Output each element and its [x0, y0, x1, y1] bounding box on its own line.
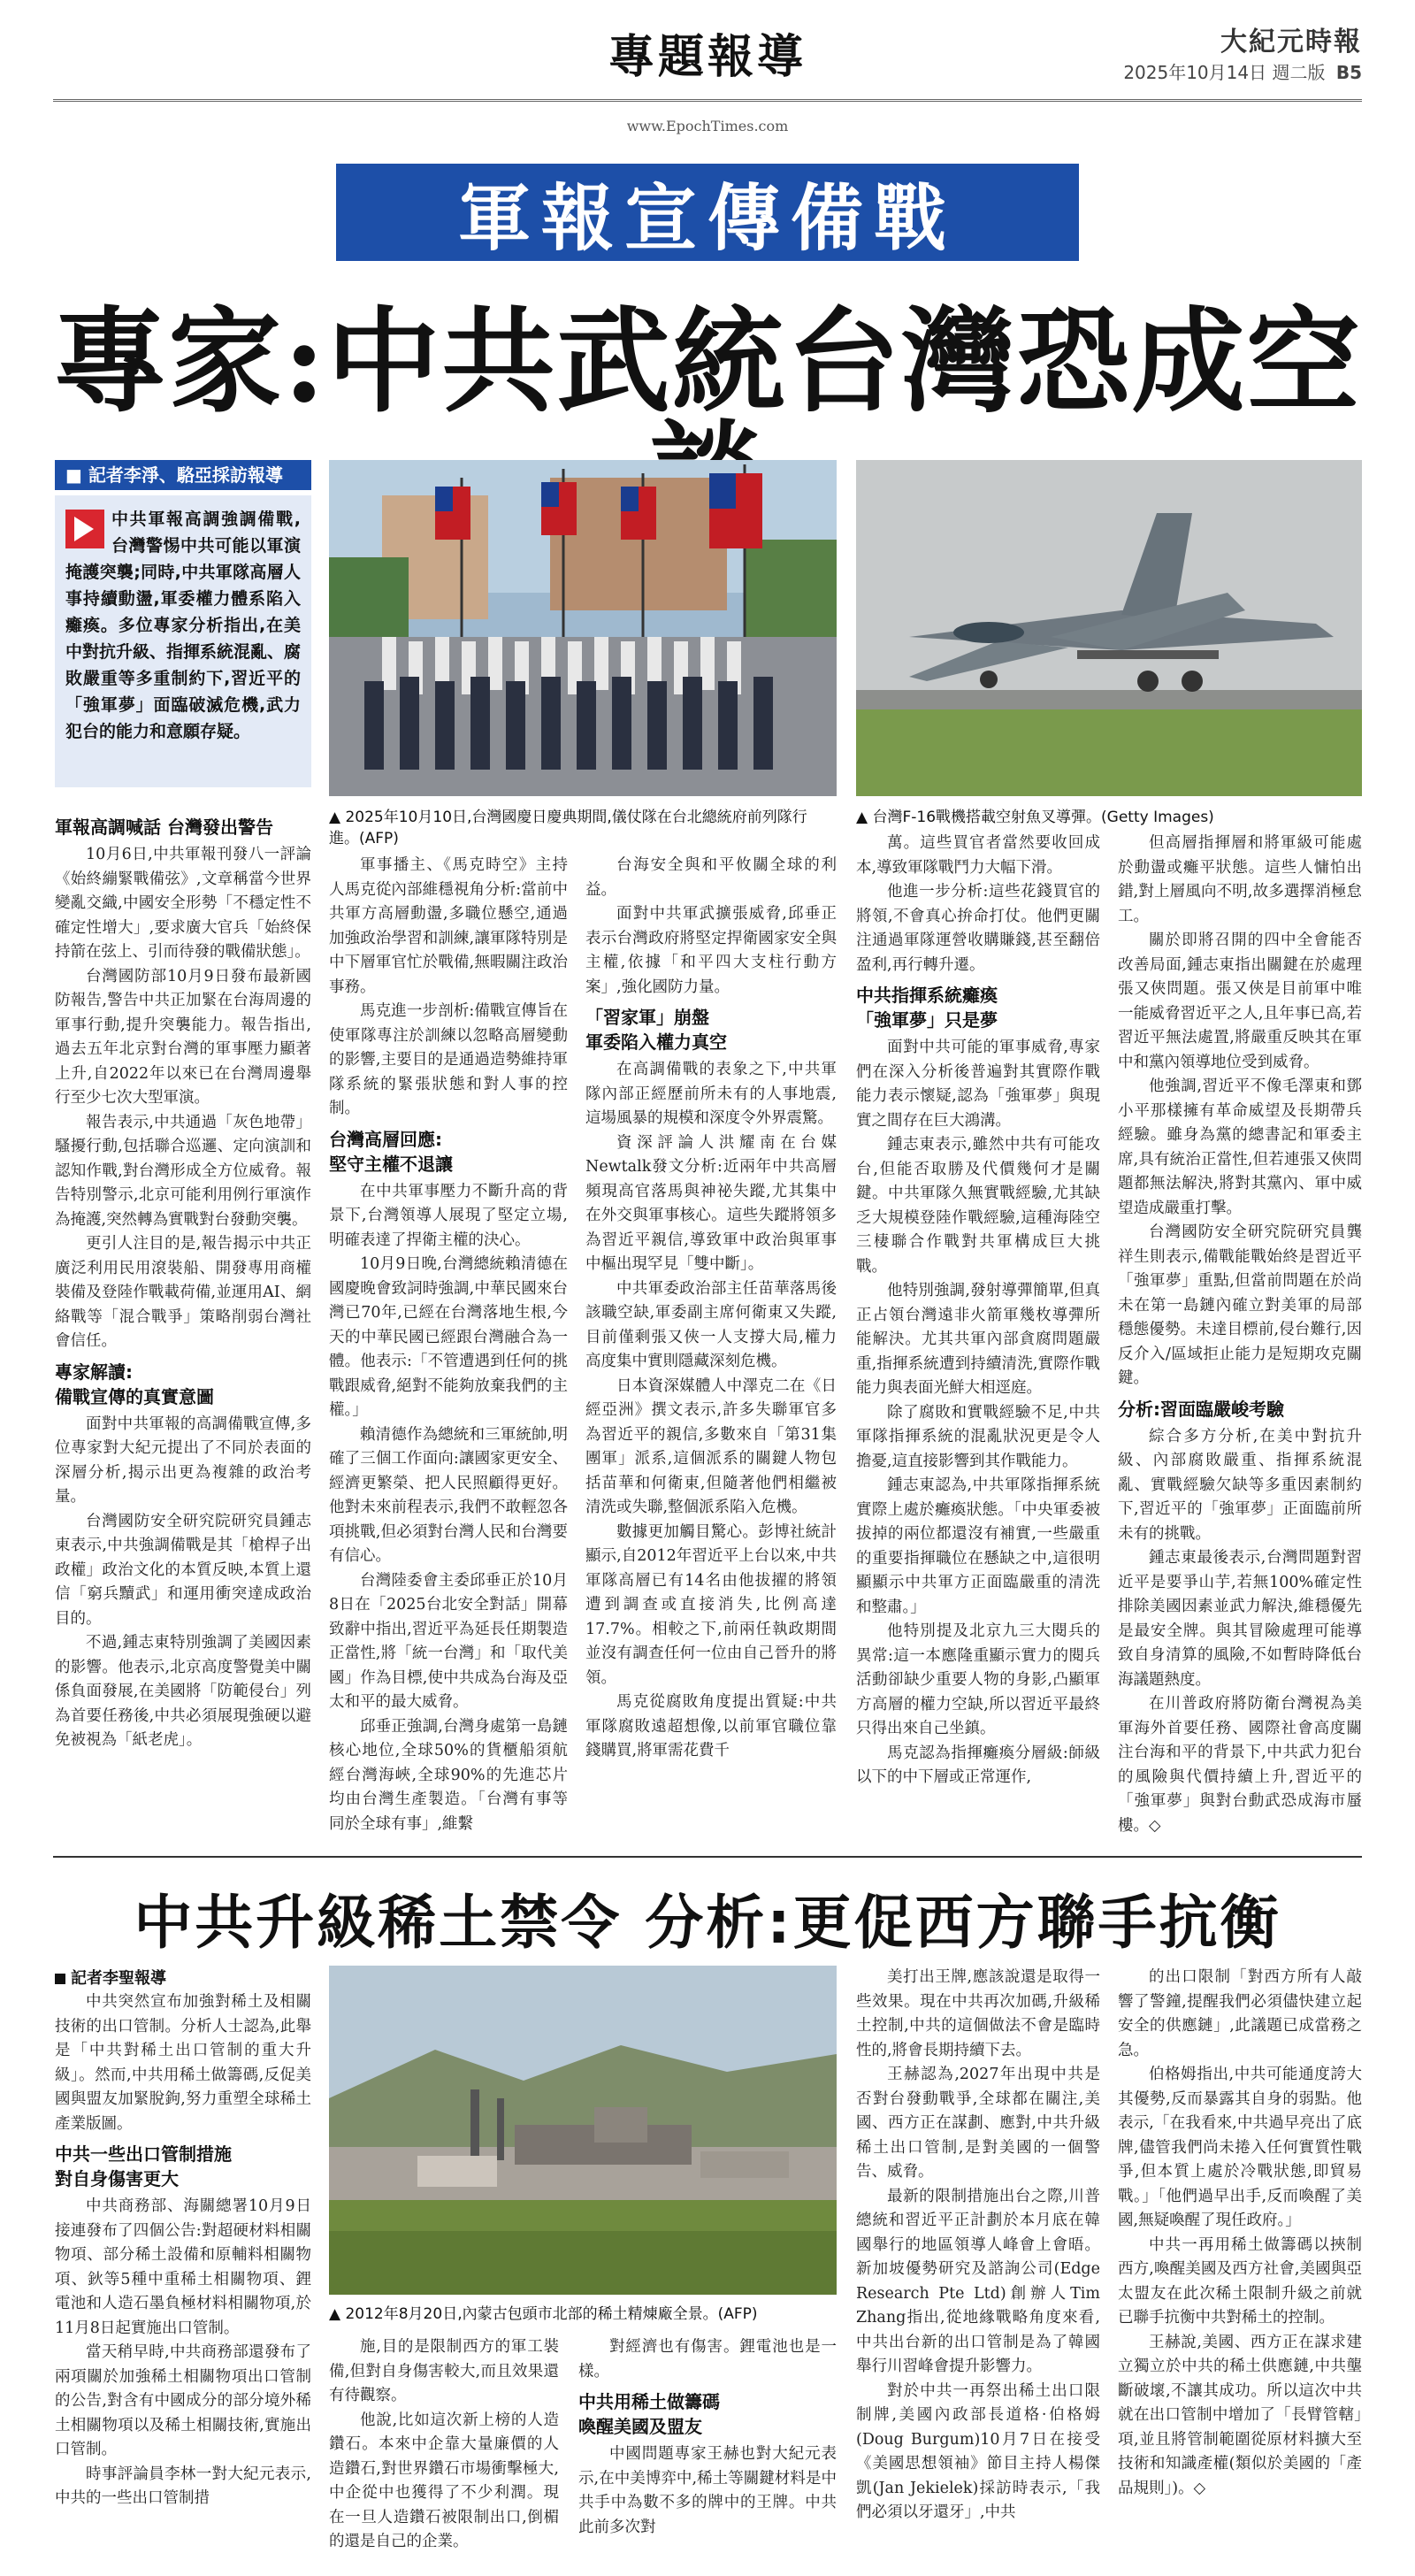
- section-title: 專題報導: [608, 31, 807, 84]
- paragraph: 數據更加觸目驚心。彭博社統計顯示,自2012年習近平上台以來,中共軍隊高層已有14名由他拔擢的將領遭到調查或直接消失,比例高達17.7%。相較之下,前兩任執政期間並沒有調查任何一位由自己晉升的將領。: [585, 1522, 837, 1687]
- paragraph: 除了腐敗和實戰經驗不足,中共軍隊指揮系統的混亂狀況更是令人擔憂,這直接影響到其作戰能力。: [856, 1403, 1100, 1470]
- paragraph: 台灣國防部10月9日發布最新國防報告,警告中共正加緊在台海周邊的軍事行動,提升突襲能力。報告指出,過去五年北京對台灣的軍事壓力顯著上升,自2022年以來已在台灣周邊舉行至少七次大型軍演。: [55, 967, 311, 1107]
- paragraph: 馬克認為指揮癱瘓分層級:師級以下的中下層或正常運作,: [856, 1744, 1100, 1786]
- masthead-rule: [53, 99, 1362, 102]
- paragraph: 面對中共軍武擴張威脅,邱垂正表示台灣政府將堅定捍衛國家安全與主權,依據「和平四大支柱行動方案」,強化國防力量。: [585, 905, 837, 996]
- topic-banner: [336, 164, 1079, 261]
- paragraph: 台海安全與和平攸關全球的利益。: [585, 856, 837, 899]
- paragraph: 賴清德作為總統和三軍統帥,明確了三個工作面向:讓國家更安全、經濟更繁榮、把人民照顧得更好。他對未來前程表示,我們不敢輕忽各項挑戰,但必須對台灣人民和台灣要有信心。: [329, 1425, 568, 1565]
- paragraph: 日本資深媒體人中澤克二在《日經亞洲》撰文表示,許多失聯軍官多為習近平的親信,多數來自「第31集團軍」派系,這個派系的關鍵人物包括苗華和何衛東,但隨著他們相繼被清洗或失聯,整個派系陷入危機。: [585, 1376, 837, 1516]
- topic-banner-text: 軍報宣傳備戰: [457, 176, 957, 261]
- rare-earth-plant-photo: [329, 1966, 837, 2295]
- paragraph: 的出口限制「對西方所有人敲響了警鐘,提醒我們必須儘快建立起安全的供應鏈」,此議題已成當務之急。: [1118, 1968, 1362, 2059]
- subheading-warning: 軍報高調喊話 台灣發出警告: [55, 816, 273, 838]
- paragraph: 台灣國防安全研究院研究員龔祥生則表示,備戰能戰始終是習近平「強軍夢」重點,但當前問題在於尚未在第一島鏈內確立對美軍的局部穩態優勢。未達目標前,侵台難行,因反介入/區域拒止能力是短期攻克關鍵。: [1118, 1223, 1362, 1387]
- paragraph: 對經濟也有傷害。鋰電池也是一樣。: [578, 2338, 837, 2380]
- subheading-xi-challenge: 分析:習面臨嚴峻考驗: [1118, 1398, 1284, 1420]
- article2-byline: 記者李聖報導: [55, 1966, 166, 1989]
- paragraph: 馬克進一步剖析:備戰宣傳旨在使軍隊專注於訓練以忽略高層變動的影響,主要目的是通過造勢維持軍隊系統的緊張狀態和對人事的控制。: [329, 1002, 568, 1117]
- paragraph: 中共軍委政治部主任苗華落馬後該職空缺,軍委副主席何衛東又失蹤,目前僅剩張又俠一人支撐大局,權力高度集中實則隱藏深刻危機。: [585, 1279, 837, 1370]
- paragraph: 他強調,習近平不像毛澤東和鄧小平那樣擁有革命威望及長期帶兵經驗。雖身為黨的總書記和軍委主席,具有統治正當性,但若連張又俠問題都無法解決,將對其黨內、軍中威望造成嚴重打擊。: [1118, 1077, 1362, 1217]
- paragraph: 在川普政府將防衛台灣視為美軍海外首要任務、國際社會高度關注台海和平的背景下,中共武力犯台的風險與代價持續上升,習近平的「強軍夢」與對台動武恐成海市蜃樓。◇: [1118, 1695, 1362, 1835]
- paragraph: 鍾志東最後表示,台灣問題對習近平是要爭山芋,若無100%確定性排除美國因素並武力解決,維穩優先是最安全牌。與其冒險處理可能導致自身清算的風險,不如暫時降低台海議題熱度。: [1118, 1549, 1362, 1689]
- paragraph: 施,目的是限制西方的軍工裝備,但對自身傷害較大,而且效果還有待觀察。: [329, 2338, 559, 2404]
- paragraph: 時事評論員李林一對大紀元表示,中共的一些出口管制措: [55, 2465, 311, 2507]
- issue-date: 2025年10月14日 週二版: [1123, 62, 1326, 83]
- article1-column-2: [329, 854, 568, 1844]
- paragraph: 中國問題專家王赫也對大紀元表示,在中美博弈中,稀土等關鍵材料是中共手中為數不多的牌中的王牌。中共此前多次對: [578, 2445, 837, 2536]
- paragraph: 更引人注目的是,報告揭示中共正廣泛利用民用滾裝船、開發專用商權裝備及登陸作戰載荷備,並運用AI、網絡戰等「混合戰爭」策略削弱台灣社會信任。: [55, 1235, 311, 1350]
- paragraph: 10月6日,中共軍報刊發八一評論《始終繃緊戰備弦》,文章稱當今世界變亂交織,中國安全形勢「不穩定性不確定性增大」,要求廣大官兵「始終保持箭在弦上、引而待發的戰備狀態」。: [55, 846, 311, 961]
- paragraph: 萬。這些買官者當然要收回成本,導致軍隊戰鬥力大幅下滑。: [856, 834, 1100, 877]
- paragraph: 他特別提及北京九三大閱兵的異常:這一本應隆重顯示實力的閱兵活動卻缺少重要人物的身影,凸顯軍方高層的權力空缺,所以習近平最終只得出來自己坐鎮。: [856, 1622, 1100, 1737]
- main-headline: 專家:中共武統台灣恐成空: [53, 295, 1362, 428]
- f16-jet-photo: [856, 460, 1362, 796]
- arrow-marker-icon: [65, 510, 104, 548]
- paragraph: 他進一步分析:這些花錢買官的將領,不會真心拚命打仗。他們更關注通過軍隊運營收購賺錢,甚至翻倍盈利,再行轉升遷。: [856, 883, 1100, 974]
- article-byline: ■ 記者李淨、駱亞採訪報導: [55, 460, 311, 490]
- subheading-taiwan-response: 台灣高層回應: 堅守主權不退讓: [329, 1128, 453, 1175]
- dateline: [1123, 58, 1362, 84]
- paragraph: 但高層指揮層和將軍級可能處於動盪或癱平狀態。這些人慵怕出錯,對上層風向不明,故多選擇消極怠工。: [1118, 834, 1362, 925]
- article-divider: [53, 1856, 1362, 1858]
- paragraph: 最新的限制措施出台之際,川普總統和習近平正計劃於本月底在韓國舉行的地區領導人峰會上會晤。新加坡優勢研究及諮詢公司(Edge Research Pte Ltd)創辦人Tim Zhang指出,從地緣戰略角度來看,中共出台新的出口管制是為了韓國舉行川習峰會提升影響力。: [856, 2187, 1100, 2375]
- paragraph: 邱垂正強調,台灣身處第一島鏈核心地位,全球50%的貨櫃船須航經台灣海峽,全球90%的先進芯片均由台灣生產製造。「台灣有事等同於全球有事」,維繫: [329, 1717, 568, 1833]
- paragraph: 資深評論人洪耀南在台媒Newtalk發文分析:近兩年中共高層頻現高官落馬與神祕失蹤,尤其集中在外交與軍事核心。這些失蹤將領多為習近平親信,導致軍中政治與軍事中樞出現罕見「雙中斷」。: [585, 1133, 837, 1273]
- article2-column-3: [578, 2335, 837, 2557]
- paragraph: 鍾志東認為,中共軍隊指揮系統實際上處於癱瘓狀態。「中央軍委被拔掉的兩位都還沒有補實,一些嚴重的重要指揮職位在懸缺之中,這很明顯顯示中共軍方正面臨嚴重的清洗和整肅。」: [856, 1476, 1100, 1616]
- article1-column-1: [55, 809, 311, 1844]
- subheading-expert-analysis: 專家解讀: 備戰宣傳的真實意圖: [55, 1361, 214, 1407]
- paragraph: 台灣陸委會主委邱垂正於10月8日在「2025台北安全對話」開幕致辭中指出,習近平為延長任期製造正當性,將「統一台灣」和「取代美國」作為目標,使中共成為台海及亞太和平的最大威脅。: [329, 1571, 568, 1711]
- article2-column-4: [856, 1966, 1100, 2557]
- paragraph: 鍾志東表示,雖然中共有可能攻台,但能否取勝及代價幾何才是關鍵。中共軍隊久無實戰經驗,尤其缺乏大規模登陸作戰經驗,這種海陸空三棲聯合作戰對共軍構成巨大挑戰。: [856, 1136, 1100, 1276]
- paragraph: 王赫說,美國、西方正在謀求建立獨立於中共的稀土供應鏈,中共壟斷破壞,不讓其成功。所以這次中共就在出口管制中增加了「長臂管轄」項,並且將管制範圍從原材料擴大至技術和知識產權(類似於美國的「產品規則」)。◇: [1118, 2333, 1362, 2497]
- paragraph: 中共一再用稀土做籌碼以挾制西方,喚醒美國及西方社會,美國與亞太盟友在此次稀土限制升級之前就已聯手抗衡中共對稀土的控制。: [1118, 2235, 1362, 2327]
- honor-guard-caption: ▲ 2025年10月10日,台灣國慶日慶典期間,儀仗隊在台北總統府前列隊行進。(AFP): [329, 809, 807, 847]
- lead-summary-box: [55, 495, 311, 787]
- subheading-xi-faction: 「習家軍」崩盤 軍委陷入權力真空: [585, 1007, 727, 1053]
- article1-column-4: [856, 832, 1100, 1844]
- lead-summary-text: 中共軍報高調強調備戰,台灣警惕中共可能以軍演掩護突襲;同時,中共軍隊高層人事持續動盪,軍委權力體系陷入癱瘓。多位專家分析指出,在美中對抗升級、指揮系統混亂、腐敗嚴重等多重制約下,習近平的「強軍夢」面臨破滅危機,武力犯台的能力和意願存疑。: [65, 510, 302, 741]
- paragraph: 關於即將召開的四中全會能否改善局面,鍾志東指出關鍵在於處理張又俠問題。張又俠是目前軍中唯一能威脅習近平之人,且年事已高,若習近平無法處置,將嚴重反映其在軍中和黨內領導地位受到威脅。: [1118, 932, 1362, 1071]
- article2-column-1: [55, 1990, 311, 2557]
- paragraph: 10月9日晚,台灣總統賴清德在國慶晚會致詞時強調,中華民國來台灣已70年,已經在台灣落地生根,今天的中華民國已經跟台灣融合為一體。他表示:「不管遭遇到任何的挑戰跟威脅,絕對不能夠放棄我們的主權。」: [329, 1255, 568, 1419]
- subheading-command-paralysis: 中共指揮系統癱瘓 「強軍夢」只是夢: [856, 985, 998, 1031]
- square-bullet-icon: [55, 1974, 65, 1984]
- page-number: B5: [1335, 62, 1362, 83]
- subheading-rare-earth-leverage: 中共用稀土做籌碼 喚醒美國及盟友: [578, 2391, 720, 2437]
- article1-column-3: [585, 854, 837, 1844]
- paragraph: 綜合多方分析,在美中對抗升級、內部腐敗嚴重、指揮系統混亂、實戰經驗欠缺等多重因素制約下,習近平的「強軍夢」正面臨前所未有的挑戰。: [1118, 1427, 1362, 1543]
- article2-column-5: [1118, 1966, 1362, 2557]
- honor-guard-photo: [329, 460, 837, 796]
- rare-earth-caption: ▲ 2012年8月20日,內蒙古包頭市北部的稀土精煉廠全景。(AFP): [329, 2305, 758, 2323]
- paragraph: 在高調備戰的表象之下,中共軍隊內部正經歷前所未有的人事地震,這場風暴的規模和深度令外界震驚。: [585, 1061, 837, 1127]
- paragraph: 中共商務部、海關總署10月9日接連發布了四個公告:對超硬材料相關物項、部分稀土設備和原輔料相關物項、鈥等5種中重稀土相關物項、鋰電池和人造石墨負極材料相關物項,於11月8日起實施出口管制。: [55, 2197, 311, 2337]
- newspaper-logo: 大紀元時報: [1220, 27, 1362, 58]
- paragraph: 在中共軍事壓力不斷升高的背景下,台灣領導人展現了堅定立場,明確表達了捍衛主權的決心。: [329, 1182, 568, 1249]
- article1-column-5: [1118, 832, 1362, 1844]
- article2-column-2: [329, 2335, 559, 2557]
- paragraph: 軍事播主、《馬克時空》主持人馬克從內部維穩視角分析:當前中共軍方高層動盪,多職位懸空,通過加強政治學習和訓練,讓軍隊特別是中下層軍官忙於戰備,無暇關注政治事務。: [329, 856, 568, 996]
- paragraph: 馬克從腐敗角度提出質疑:中共軍隊腐敗遠超想像,以前軍官職位靠錢購買,將軍需花費千: [585, 1693, 837, 1760]
- paragraph: 面對中共軍報的高調備戰宣傳,多位專家對大紀元提出了不同於表面的深層分析,揭示出更為複雜的政治考量。: [55, 1414, 311, 1506]
- paragraph: 對於中共一再祭出稀土出口限制牌,美國內政部長道格·伯格姆(Doug Burgum)10月7日在接受《美國思想領袖》節目主持人楊傑凱(Jan Jekielek)採訪時表示,「我們必須以牙還牙」,中共: [856, 2381, 1100, 2521]
- paragraph: 美打出王牌,應該說還是取得一些效果。現在中共再次加碼,升級稀土控制,中共的這個做法不會是臨時性的,將會長期持續下去。: [856, 1968, 1100, 2059]
- website-url: www.EpochTimes.com: [626, 118, 789, 134]
- paragraph: 他說,比如這次新上榜的人造鑽石。本來中企靠大量廉價的人造鑽石,對世界鑽石市場衝擊極大,中企從中也獲得了不少利潤。現在一旦人造鑽石被限制出口,倒楣的還是自己的企業。: [329, 2411, 559, 2550]
- paragraph: 面對中共可能的軍事威脅,專家們在深入分析後普遍對其實際作戰能力表示懷疑,認為「強軍夢」與現實之間存在巨大鴻溝。: [856, 1039, 1100, 1130]
- paragraph: 王赫認為,2027年出現中共是否對台發動戰爭,全球都在關注,美國、西方正在謀劃、應對,中共升級稀土出口管制,是對美國的一個警告、威脅。: [856, 2066, 1100, 2181]
- subheading-export-controls: 中共一些出口管制措施 對自身傷害更大: [55, 2143, 232, 2189]
- article2-headline: 中共升級稀土禁令 分析:更促西方聯手抗衡: [134, 1889, 1281, 1957]
- f16-caption: ▲ 台灣F-16戰機搭載空射魚叉導彈。(Getty Images): [856, 809, 1214, 826]
- paragraph: 伯格姆指出,中共可能通度誇大其優勢,反而暴露其自身的弱點。他表示,「在我看來,中共過早亮出了底牌,儘管我們尚未捲入任何實質性戰爭,但本質上處於冷戰狀態,即貿易戰。」「他們過早出手,反而喚醒了美國,無疑喚醒了現任政府。」: [1118, 2066, 1362, 2229]
- paragraph: 報告表示,中共通過「灰色地帶」騷擾行動,包括聯合巡邏、定向演訓和認知作戰,對台灣形成全方位威脅。報告特別警示,北京可能利用例行軍演作為掩護,突然轉為實戰對台發動突襲。: [55, 1113, 311, 1229]
- paragraph: 當天稍早時,中共商務部還發布了兩項關於加強稀土相關物項出口管制的公告,對含有中國成分的部分境外稀土相關物項以及稀土相關技術,實施出口管制。: [55, 2343, 311, 2458]
- paragraph: 中共突然宣布加強對稀土及相關技術的出口管制。分析人士認為,此舉是「中共對稀土出口管制的重大升級」。然而,中共用稀土做籌碼,反促美國與盟友加緊脫鉤,努力重塑全球稀土產業版圖。: [55, 1993, 311, 2133]
- paragraph: 不過,鍾志東特別強調了美國因素的影響。他表示,北京高度警覺美中關係負面發展,在美國將「防範侵台」列為首要任務後,中共必須展現強硬以避免被視為「紙老虎」。: [55, 1634, 311, 1749]
- paragraph: 台灣國防安全研究院研究員鍾志東表示,中共強調備戰是其「槍桿子出政權」政治文化的本質反映,本質上還信「窮兵黷武」和運用衝突達成政治目的。: [55, 1512, 311, 1628]
- paragraph: 他特別強調,發射導彈簡單,但真正占領台灣遠非火箭軍幾枚導彈所能解決。尤其共軍內部貪腐問題嚴重,指揮系統遭到持續清洗,實際作戰能力與表面光鮮大相逕庭。: [856, 1282, 1100, 1397]
